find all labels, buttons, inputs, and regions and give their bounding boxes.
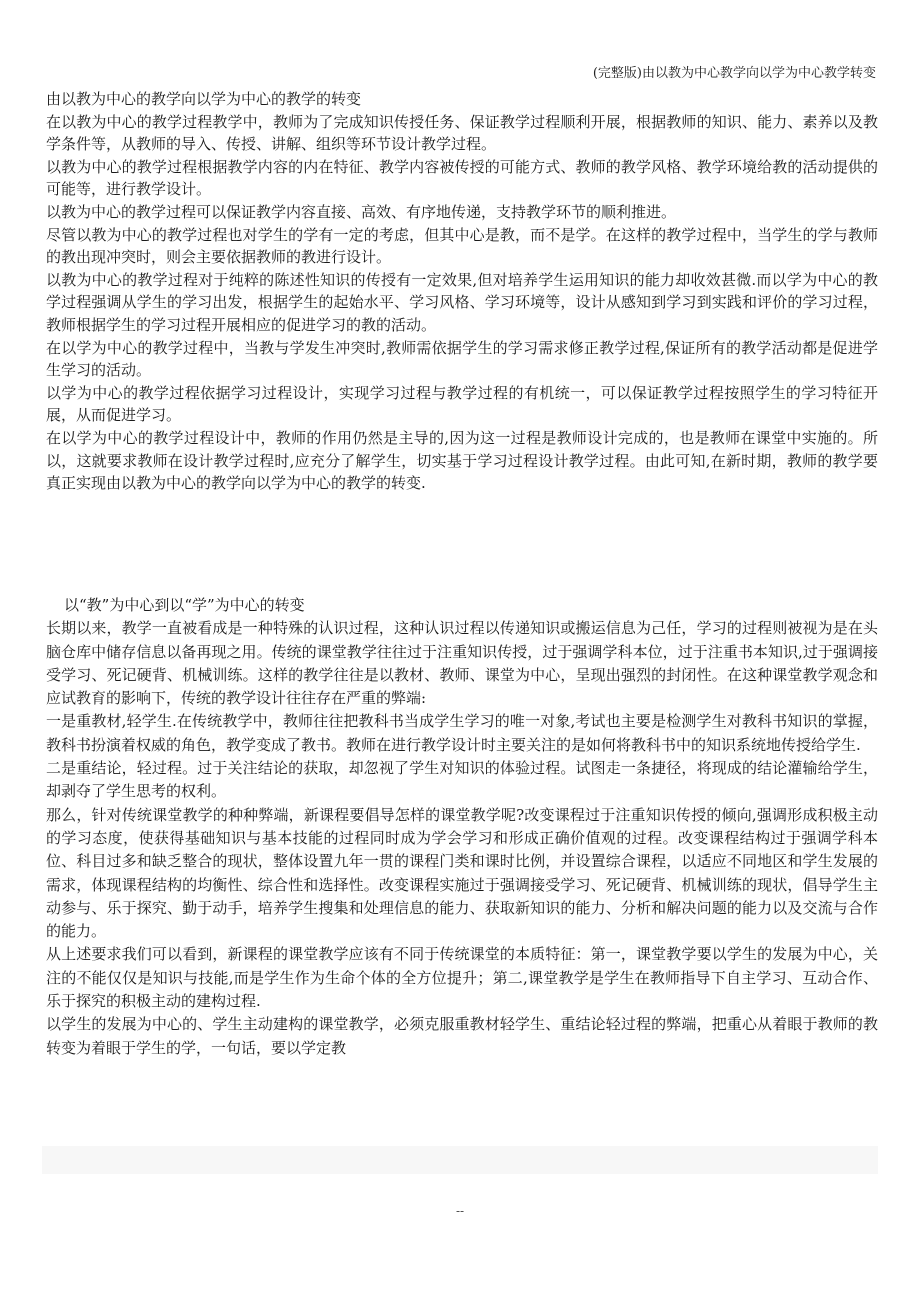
paragraph: 以学为中心的教学过程依据学习过程设计，实现学习过程与教学过程的有机统一，可以保证教学过程按照学生的学习特征开展，从而促进学习。 xyxy=(46,383,878,425)
paragraph: 长期以来，教学一直被看成是一种特殊的认识过程，这种认识过程以传递知识或搬运信息为己任，学习的过程则被视为是在头脑仓库中储存信息以备再现之用。传统的课堂教学往往过于注重知识传授，过于强调学科本位，过于注重书本知识,过于强调接受学习、死记硬背、机械训练。这样的教学往往是以教材、教师、课堂为中心，呈现出强烈的封闭性。在这种课堂教学观念和应试教育的影响下，传统的教学设计往往存在严重的弊端: xyxy=(46,619,878,708)
paragraph: 一是重教材,轻学生.在传统教学中，教师往往把教科书当成学生学习的唯一对象,考试也主要是检测学生对教科书知识的掌握，教科书扮演着权威的角色，教学变成了教书。教师在进行教学设计时主要关注的是如何将教科书中的知识系统地传授给学生. xyxy=(46,712,878,754)
paragraph: 在以学为中心的教学过程中，当教与学发生冲突时,教师需依据学生的学习需求修正教学过程,保证所有的教学活动都是促进学生学习的活动。 xyxy=(46,338,878,380)
section-one-title: 由以教为中心的教学向以学为中心的教学的转变 xyxy=(46,90,362,108)
paragraph: 以教为中心的教学过程根据教学内容的内在特征、教学内容被传授的可能方式、教师的教学风格、教学环境给教的活动提供的可能等，进行教学设计。 xyxy=(46,157,878,199)
section-one xyxy=(46,88,878,495)
page-number-mark: -- xyxy=(455,1204,465,1218)
paragraph: 以教为中心的教学过程对于纯粹的陈述性知识的传授有一定效果,但对培养学生运用知识的能力却收效甚微.而以学为中心的教学过程强调从学生的学习出发，根据学生的起始水平、学习风格、学习环境等，设计从感知到学习到实践和评价的学习过程，教师根据学生的学习过程开展相应的促进学习的教的活动。 xyxy=(46,270,878,334)
running-header: (完整版)由以教为中心教学向以学为中心教学转变 xyxy=(592,66,876,81)
footer-band xyxy=(42,1146,878,1174)
paragraph: 从上述要求我们可以看到，新课程的课堂教学应该有不同于传统课堂的本质特征：第一，课堂教学要以学生的发展为中心，关注的不能仅仅是知识与技能,而是学生作为生命个体的全方位提升；第二,课堂教学是学生在教师指导下自主学习、互动合作、乐于探究的积极主动的建构过程. xyxy=(46,945,878,1011)
paragraph: 在以教为中心的教学过程教学中，教师为了完成知识传授任务、保证教学过程顺利开展，根据教师的知识、能力、素养以及教学条件等，从教师的导入、传授、讲解、组织等环节设计教学过程。 xyxy=(46,112,878,154)
paragraph: 以教为中心的教学过程可以保证教学内容直接、高效、有序地传递，支持教学环节的顺利推进。 xyxy=(46,202,677,221)
paragraph: 尽管以教为中心的教学过程也对学生的学有一定的考虑，但其中心是教，而不是学。在这样的教学过程中，当学生的学与教师的教出现冲突时，则会主要依据教师的教进行设计。 xyxy=(46,225,878,267)
section-two-title: 以“教”为中心到以“学”为中心的转变 xyxy=(64,596,305,614)
paragraph: 在以学为中心的教学过程设计中，教师的作用仍然是主导的,因为这一过程是教师设计完成的，也是教师在课堂中实施的。所以，这就要求教师在设计教学过程时,应充分了解学生，切实基于学习过程设计教学过程。由此可知,在新时期，教师的教学要真正实现由以教为中心的教学向以学为中心的教学的转变. xyxy=(46,428,878,493)
paragraph: 以学生的发展为中心的、学生主动建构的课堂教学，必须克服重教材轻学生、重结论轻过程的弊端，把重心从着眼于教师的教转变为着眼于学生的学，一句话，要以学定教 xyxy=(46,1015,878,1057)
section-two xyxy=(46,594,878,1060)
paragraph: 那么，针对传统课堂教学的种种弊端，新课程要倡导怎样的课堂教学呢?改变课程过于注重知识传授的倾向,强调形成积极主动的学习态度，使获得基础知识与基本技能的过程同时成为学会学习和形成正确价值观的过程。改变课程结构过于强调学科本位、科目过多和缺乏整合的现状，整体设置九年一贯的课程门类和课时比例，并设置综合课程，以适应不同地区和学生发展的需求，体现课程结构的均衡性、综合性和选择性。改变课程实施过于强调接受学习、死记硬背、机械训练的现状，倡导学生主动参与、乐于探究、勤于动手，培养学生搜集和处理信息的能力、获取新知识的能力、分析和解决问题的能力以及交流与合作的能力。 xyxy=(46,805,878,941)
paragraph: 二是重结论，轻过程。过于关注结论的获取，却忽视了学生对知识的体验过程。试图走一条捷径，将现成的结论灌输给学生，却剥夺了学生思考的权利。 xyxy=(46,759,878,801)
